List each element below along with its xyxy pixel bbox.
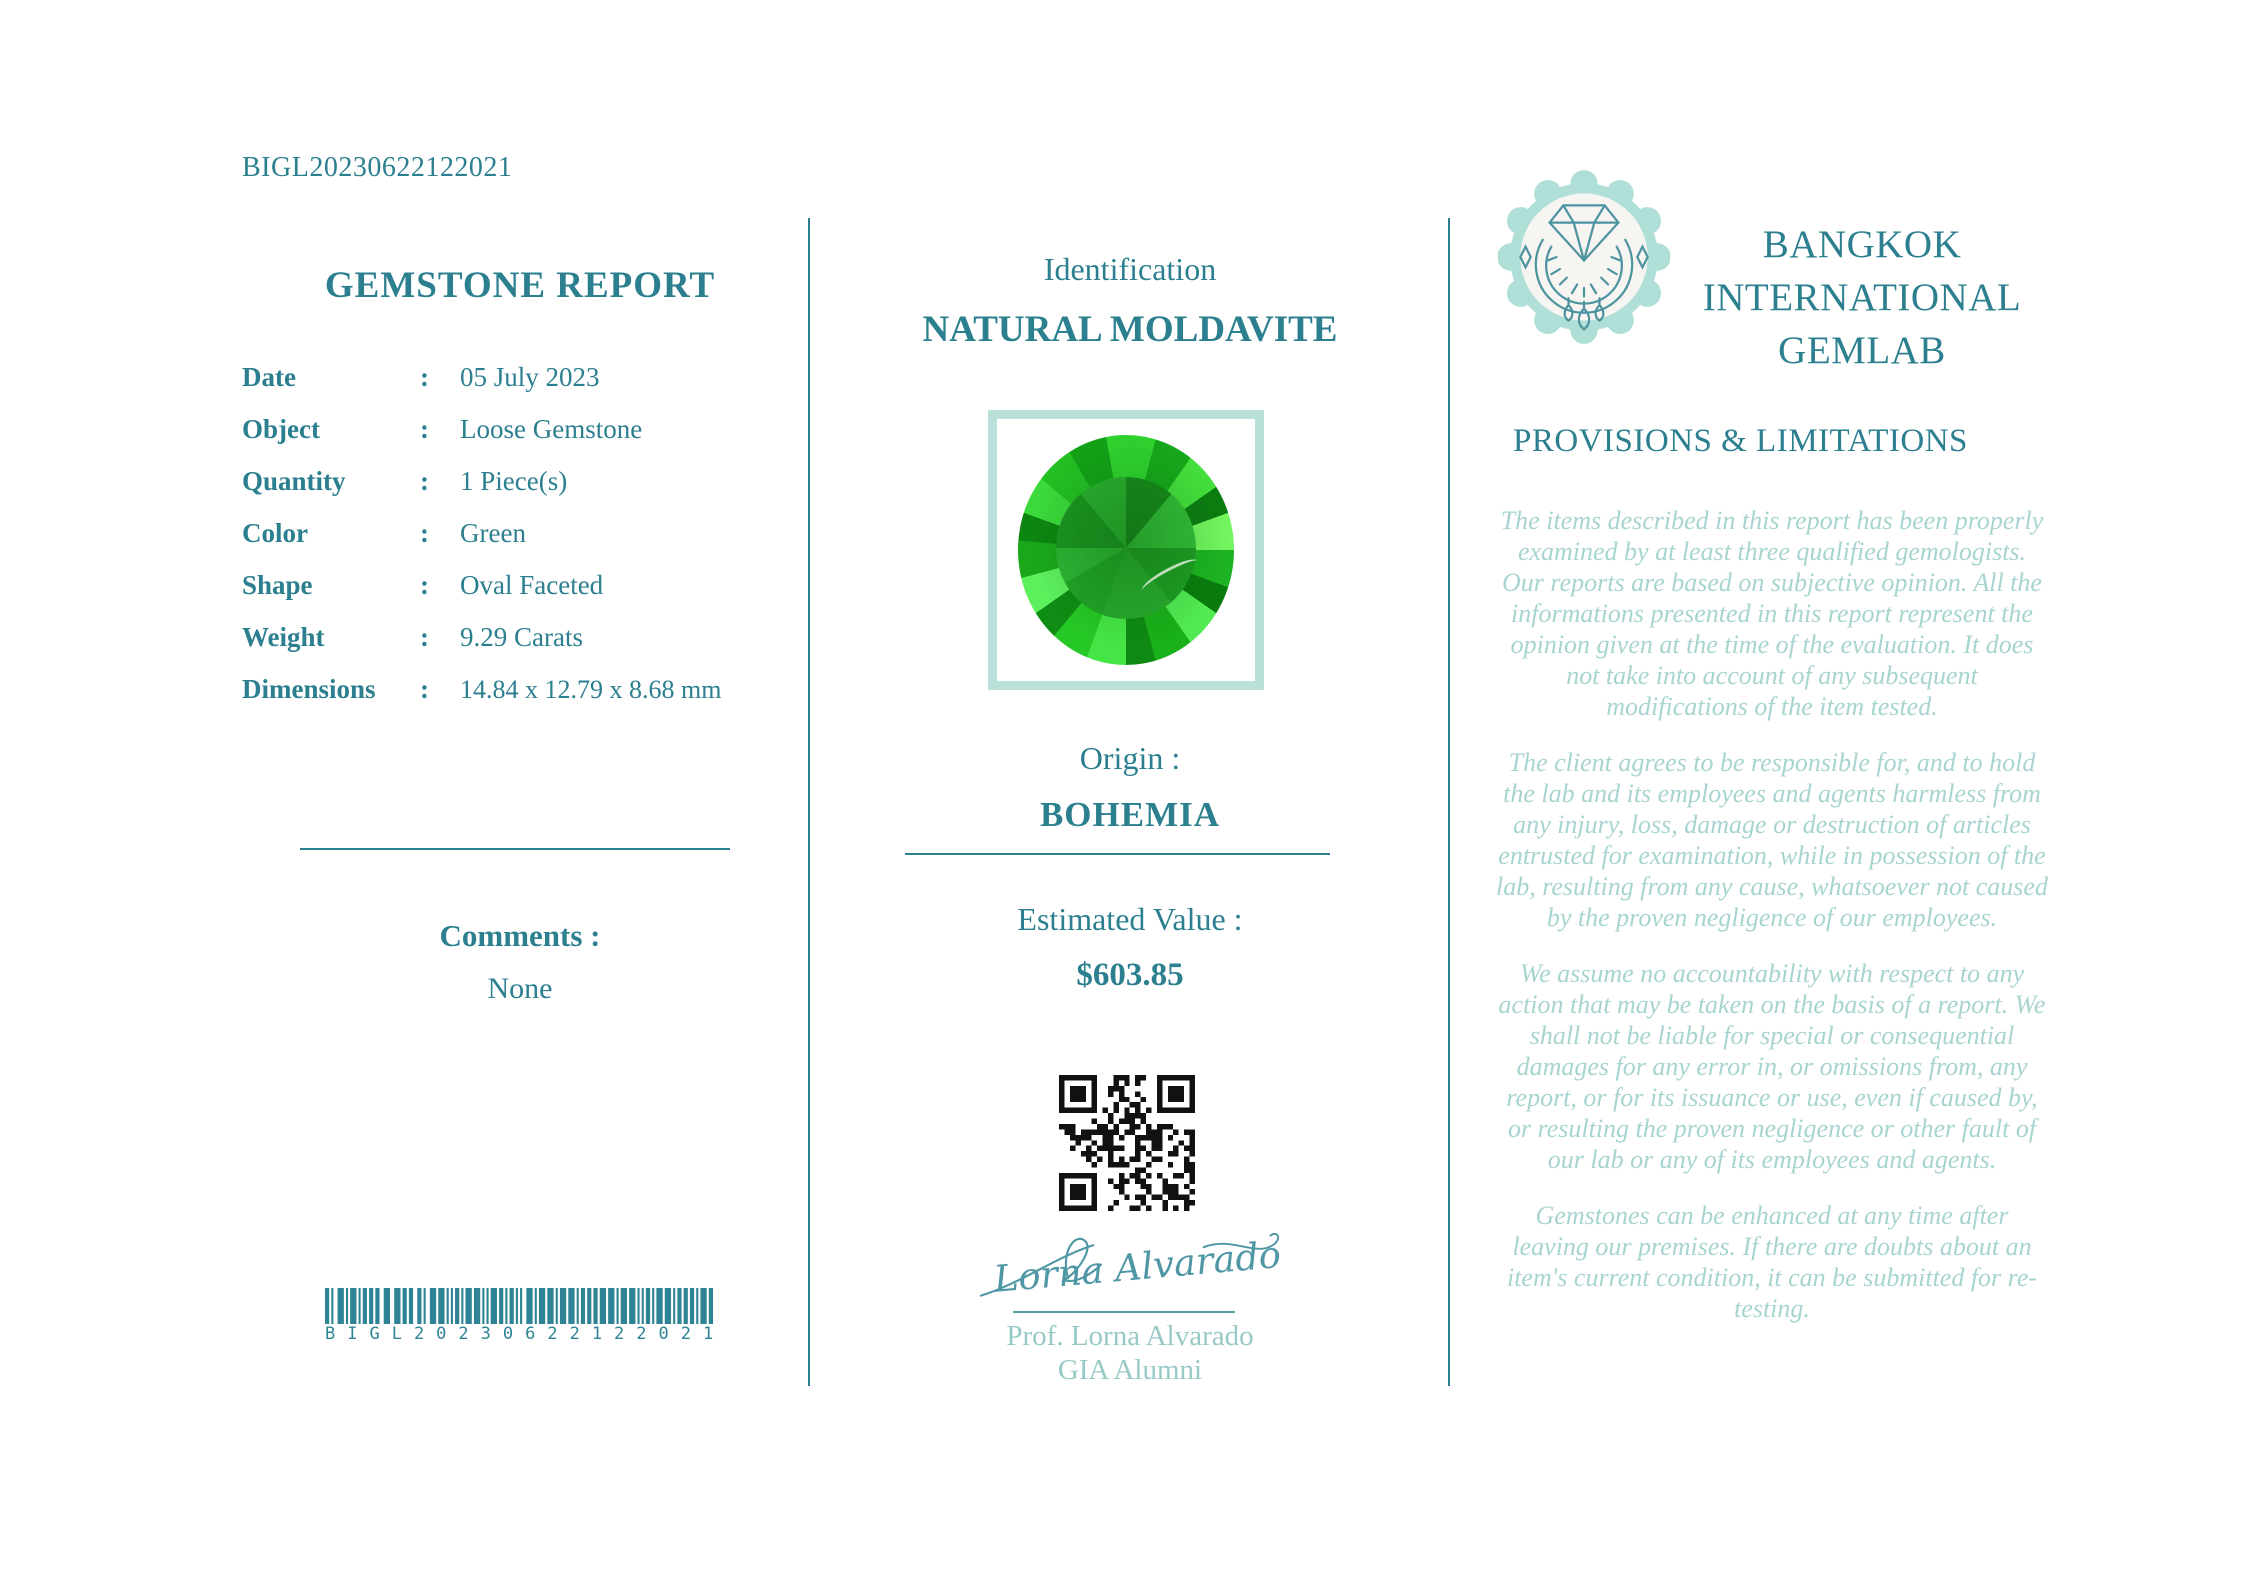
field-row-color bbox=[242, 518, 802, 549]
provisions-paragraph-3: We assume no accountability with respect to any action that may be taken on the basis of a report. We shall not be liable for special or consequential damages for any error in, or omissions from, any report, or for its issuance or use, even if caused by, or resulting the proven negligence or other fault of our lab or any of its employees and agents. bbox=[1498, 959, 2046, 1174]
field-colon: : bbox=[420, 518, 429, 548]
field-label: Shape bbox=[242, 570, 313, 600]
origin-separator-line bbox=[905, 853, 1330, 855]
gemlab-logo-icon bbox=[1498, 168, 1670, 346]
estimated-value-label: Estimated Value : bbox=[1017, 901, 1243, 937]
origin-label: Origin : bbox=[1079, 740, 1181, 776]
field-colon: : bbox=[420, 466, 429, 496]
signatory-name: Prof. Lorna Alvarado bbox=[1006, 1320, 1254, 1352]
origin-value: BOHEMIA bbox=[1039, 795, 1221, 834]
field-row-weight bbox=[242, 622, 802, 653]
field-value: 9.29 Carats bbox=[460, 622, 583, 652]
field-row-dimensions bbox=[242, 674, 802, 705]
field-row-date bbox=[242, 362, 802, 393]
field-label: Date bbox=[242, 362, 296, 392]
field-row-shape bbox=[242, 570, 802, 601]
gemstone-photo-frame bbox=[988, 410, 1264, 690]
field-label: Color bbox=[242, 518, 308, 548]
field-value: Green bbox=[460, 518, 526, 548]
field-label: Object bbox=[242, 414, 320, 444]
comments-label: Comments : bbox=[439, 918, 601, 953]
comments-value: None bbox=[487, 972, 553, 1005]
field-colon: : bbox=[420, 414, 429, 444]
provisions-paragraph-1: The items described in this report has been properly examined by at least three qualified gemologists. Our reports are based on subjective opinion. All the informations presented in this report represent the opinion given at the time of the evaluation. It does not take into account of any subsequent modifications of the item tested. bbox=[1500, 506, 2044, 721]
lab-name-line2: INTERNATIONAL bbox=[1702, 276, 2022, 319]
field-colon: : bbox=[420, 622, 429, 652]
lab-name-line1: BANGKOK bbox=[1762, 223, 1962, 266]
lab-name-line3: GEMLAB bbox=[1778, 329, 1946, 372]
barcode-text: BIGL20230622122021 bbox=[325, 1324, 726, 1344]
provisions-heading: PROVISIONS & LIMITATIONS bbox=[1513, 423, 1968, 459]
certificate-number: BIGL20230622122021 bbox=[242, 152, 513, 183]
provisions-paragraph-4: Gemstones can be enhanced at any time after leaving our premises. If there are doubts about an item's current condition, it can be submitted for re-testing. bbox=[1506, 1201, 2038, 1323]
field-value: 1 Piece(s) bbox=[460, 466, 568, 496]
field-value: 14.84 x 12.79 x 8.68 mm bbox=[460, 675, 722, 704]
barcode bbox=[325, 1288, 726, 1344]
field-label: Dimensions bbox=[242, 674, 376, 704]
column-divider-right bbox=[1448, 218, 1450, 1386]
field-colon: : bbox=[420, 362, 429, 392]
gem-name: NATURAL MOLDAVITE bbox=[922, 309, 1338, 350]
estimated-value: $603.85 bbox=[1076, 957, 1184, 993]
field-row-object bbox=[242, 414, 802, 445]
comments-separator-line bbox=[300, 848, 730, 850]
report-title: GEMSTONE REPORT bbox=[324, 265, 716, 306]
gemstone-image bbox=[1018, 435, 1234, 665]
lab-name bbox=[1672, 218, 2052, 377]
field-value: Oval Faceted bbox=[460, 570, 604, 600]
signature-text: Lorna Alvarado bbox=[992, 1232, 1283, 1301]
column-divider-left bbox=[808, 218, 810, 1386]
field-colon: : bbox=[420, 674, 429, 704]
field-label: Weight bbox=[242, 622, 325, 652]
field-colon: : bbox=[420, 570, 429, 600]
field-row-quantity bbox=[242, 466, 802, 497]
qr-code-svg bbox=[1059, 1075, 1195, 1211]
gemstone-shading bbox=[1018, 435, 1234, 665]
signature-line bbox=[1013, 1311, 1235, 1313]
field-value: 05 July 2023 bbox=[460, 362, 600, 392]
field-label: Quantity bbox=[242, 466, 346, 496]
barcode-bars bbox=[325, 1288, 713, 1324]
identification-heading: Identification bbox=[1043, 251, 1217, 287]
report-fields bbox=[242, 362, 802, 726]
provisions-paragraphs bbox=[1496, 505, 2048, 1349]
signatory-credential: GIA Alumni bbox=[1057, 1354, 1203, 1386]
signature-image bbox=[972, 1222, 1288, 1314]
field-value: Loose Gemstone bbox=[460, 414, 643, 444]
provisions-paragraph-2: The client agrees to be responsible for, and to hold the lab and its employees and agents harmless from any injury, loss, damage or destruction of articles entrusted for examination, while in possession of the lab, resulting from any cause, whatsoever not caused by the proven negligence of our employees. bbox=[1496, 748, 2048, 932]
